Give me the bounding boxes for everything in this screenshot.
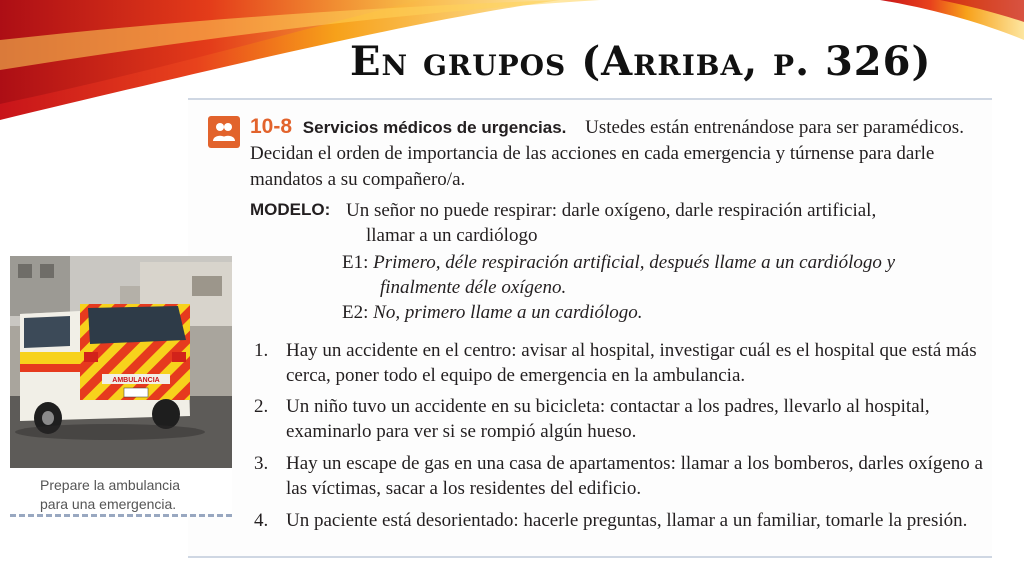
modelo-prompt: [346, 198, 976, 248]
exercise-title: Servicios médicos de urgencias.: [302, 118, 567, 137]
list-item: [254, 451, 984, 501]
photo-caption-line2: para una emergencia.: [40, 496, 177, 512]
ambulance-photo: [10, 256, 232, 468]
item-text: Un paciente está desorientado: hacerle preguntas, llamar a un familiar, tomarle la presión.: [286, 510, 968, 531]
item-number: 2.: [254, 396, 269, 417]
item-text: Un niño tuvo un accidente en su bicicleta: contactar a los padres, llevarlo al hospital, examinarlo para ver si se rompió algún hueso.: [286, 396, 930, 442]
modelo-response-e2: [342, 300, 932, 325]
item-number: 4.: [254, 510, 269, 531]
ambulance-illustration: [10, 256, 232, 468]
modelo-prompt-line2: llamar a un cardiólogo: [366, 225, 538, 246]
exercise-instructions: Ustedes están entrenándose para ser paramédicos. Decidan el orden de importancia de las acciones en cada emergencia y túrnense para darle mandatos a su compañero/a.: [250, 117, 964, 190]
list-item: [254, 508, 984, 533]
list-item: [254, 338, 984, 388]
vehicle-label: AMBULANCIA: [112, 377, 160, 384]
modelo-response-e1: [342, 250, 932, 300]
e1-line2: finalmente déle oxígeno.: [380, 277, 567, 298]
photo-caption: [10, 468, 232, 514]
item-number: 3.: [254, 453, 269, 474]
speaker-e1: E1:: [342, 252, 369, 273]
list-item: [254, 394, 984, 444]
modelo-label: MODELO:: [250, 200, 331, 219]
item-number: 1.: [254, 340, 269, 361]
item-text: Hay un escape de gas en una casa de apartamentos: llamar a los bomberos, darles oxígeno a las víctimas, sacar a los residentes del edificio.: [286, 453, 983, 499]
photo-credit-cut-off: [10, 514, 232, 517]
slide-title: En grupos (Arriba, p. 326): [350, 38, 932, 85]
exercise-number: 10-8: [250, 115, 293, 138]
speaker-e2: E2:: [342, 302, 369, 323]
photo-caption-line1: Prepare la ambulancia: [40, 477, 181, 493]
pair-activity-icon: [208, 116, 240, 148]
textbook-excerpt: [188, 98, 992, 558]
e2-text: No, primero llame a un cardiólogo.: [373, 302, 643, 323]
item-text: Hay un accidente en el centro: avisar al hospital, investigar cuál es el hospital que está más cerca, poner todo el equipo de emergencia en la ambulancia.: [286, 340, 977, 386]
exercise-intro: [250, 114, 980, 193]
modelo-prompt-line1: Un señor no puede respirar: darle oxígeno, darle respiración artificial,: [346, 200, 877, 221]
e1-line1: Primero, déle respiración artificial, después llame a un cardiólogo y: [373, 252, 896, 273]
